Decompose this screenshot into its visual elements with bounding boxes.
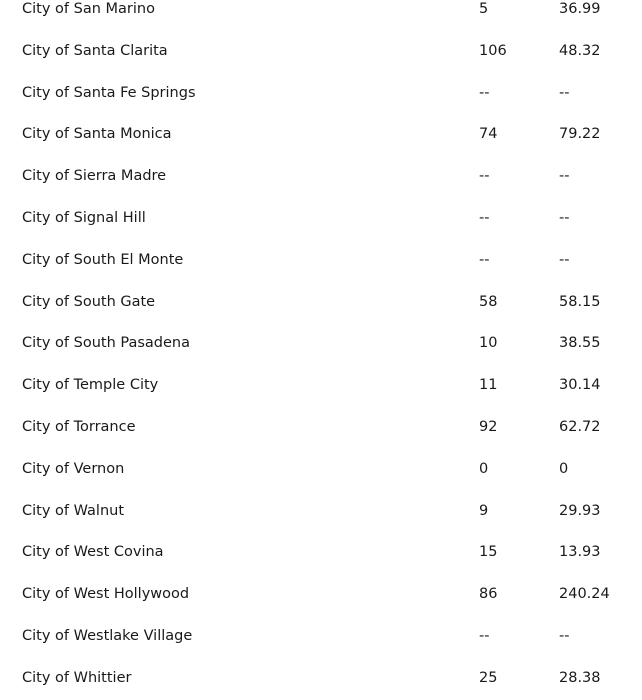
city-name-cell: City of Temple City xyxy=(22,377,159,394)
count-cell: 11 xyxy=(479,377,498,394)
rate-cell: -- xyxy=(559,251,570,268)
city-name-cell: City of San Marino xyxy=(22,1,155,17)
table-row xyxy=(0,0,642,31)
city-name-cell: City of Westlake Village xyxy=(22,627,193,644)
city-name-cell: City of Torrance xyxy=(22,418,136,435)
city-name-cell: City of West Hollywood xyxy=(22,586,190,603)
table-row xyxy=(0,449,642,491)
rate-cell: 240.24 xyxy=(559,586,610,603)
table-row xyxy=(0,323,642,365)
rate-cell: 0 xyxy=(559,460,569,477)
count-cell: 10 xyxy=(479,335,498,352)
table-row xyxy=(0,407,642,449)
rate-cell: 48.32 xyxy=(559,42,601,59)
rate-cell: 62.72 xyxy=(559,418,601,435)
count-cell: 25 xyxy=(479,669,498,686)
table-row xyxy=(0,240,642,282)
count-cell: 58 xyxy=(479,293,498,310)
count-cell: 5 xyxy=(479,1,489,17)
city-name-cell: City of Sierra Madre xyxy=(22,168,167,185)
table-row xyxy=(0,114,642,156)
table-row xyxy=(0,282,642,324)
city-name-cell: City of South El Monte xyxy=(22,251,184,268)
table-row xyxy=(0,491,642,533)
rate-cell: 58.15 xyxy=(559,293,601,310)
table-row xyxy=(0,31,642,73)
city-name-cell: City of Santa Fe Springs xyxy=(22,84,196,101)
count-cell: -- xyxy=(479,168,490,185)
rate-cell: -- xyxy=(559,84,570,101)
count-cell: 92 xyxy=(479,418,498,435)
count-cell: 15 xyxy=(479,544,498,561)
count-cell: 74 xyxy=(479,126,498,143)
table-row xyxy=(0,198,642,240)
rate-cell: -- xyxy=(559,168,570,185)
count-cell: -- xyxy=(479,209,490,226)
city-name-cell: City of South Pasadena xyxy=(22,335,190,352)
city-name-cell: City of Vernon xyxy=(22,460,125,477)
count-cell: 86 xyxy=(479,586,498,603)
city-name-cell: City of South Gate xyxy=(22,293,156,310)
count-cell: -- xyxy=(479,251,490,268)
table-row xyxy=(0,156,642,198)
rate-cell: -- xyxy=(559,209,570,226)
count-cell: 0 xyxy=(479,460,489,477)
rate-cell: 38.55 xyxy=(559,335,601,352)
count-cell: -- xyxy=(479,627,490,644)
count-cell: -- xyxy=(479,84,490,101)
rate-cell: 29.93 xyxy=(559,502,601,519)
rate-cell: 36.99 xyxy=(559,1,601,17)
city-name-cell: City of Santa Monica xyxy=(22,126,172,143)
count-cell: 106 xyxy=(479,42,507,59)
rate-cell: 13.93 xyxy=(559,544,601,561)
rate-cell: 28.38 xyxy=(559,669,601,686)
table-row xyxy=(0,616,642,658)
rate-cell: 79.22 xyxy=(559,126,601,143)
count-cell: 9 xyxy=(479,502,489,519)
table-row xyxy=(0,365,642,407)
table-row xyxy=(0,532,642,574)
city-name-cell: City of West Covina xyxy=(22,544,164,561)
rate-cell: 30.14 xyxy=(559,377,601,394)
table-row xyxy=(0,574,642,616)
city-name-cell: City of Walnut xyxy=(22,502,125,519)
table-row xyxy=(0,658,642,700)
city-name-cell: City of Santa Clarita xyxy=(22,42,168,59)
rate-cell: -- xyxy=(559,627,570,644)
city-name-cell: City of Signal Hill xyxy=(22,209,146,226)
city-name-cell: City of Whittier xyxy=(22,669,132,686)
table-row xyxy=(0,73,642,115)
